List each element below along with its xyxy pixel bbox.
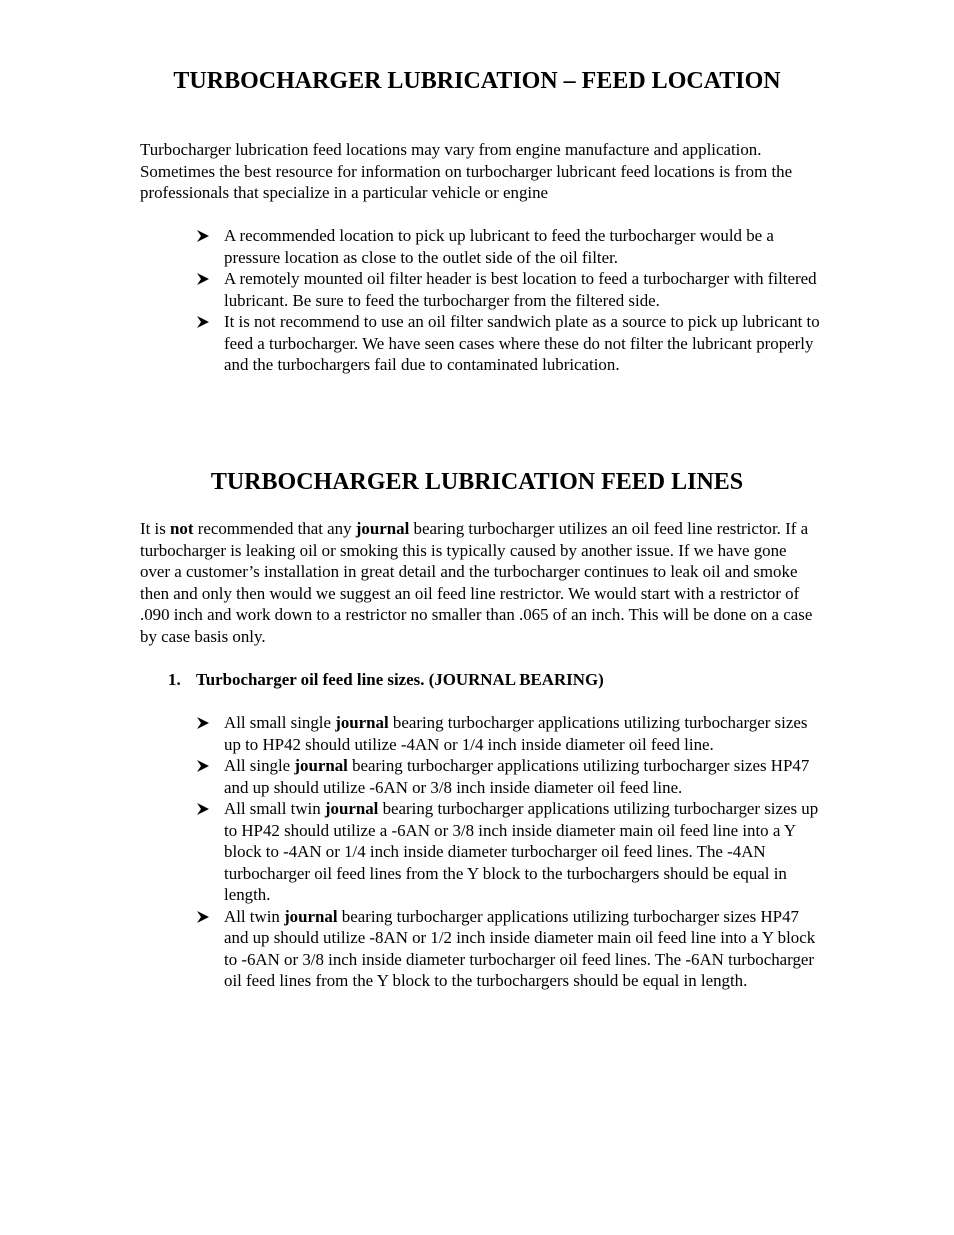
- bullet-text: bearing turbocharger applications utilizing turbocharger sizes up to HP42 should utilize -4AN or 1/4 inch inside diameter oil feed line.: [224, 713, 808, 754]
- bullet-text: All twin: [224, 906, 285, 926]
- arrowhead-bullet-icon: [196, 272, 210, 286]
- section-title-feed-lines: TURBOCHARGER LUBRICATION FEED LINES: [210, 469, 744, 495]
- paragraph-text: bearing turbocharger utilizes an oil feed line restrictor. If a turbocharger is leaking oil or smoking this is typically caused by another issue. If we have gone over a customer’s installation in great detail and the turbocharger continues to leak oil and smoke then and only then would we suggest an oil feed line restrictor. We would start with a restrictor of .090 inch and work down to a restrictor no smaller than .065 of an inch. This will be done on a case by case basis only.: [140, 519, 813, 646]
- bullet-text: bearing turbocharger applications utilizing turbocharger sizes HP47 and up should utilize -6AN or 3/8 inch inside diameter oil feed line.: [224, 756, 810, 797]
- list-item: [196, 712, 826, 755]
- arrowhead-bullet-icon: [196, 716, 210, 730]
- bullet-text: bearing turbocharger applications utilizing turbocharger sizes up to HP42 should utilize a -6AN or 3/8 inch inside diameter main oil feed line into a Y block to -4AN or 1/4 inch inside diameter turbocharger oil feed lines. The -4AN turbocharger oil feed lines from the Y block to the turbochargers should be equal in length.: [224, 799, 819, 904]
- bullet-text: A recommended location to pick up lubricant to feed the turbocharger would be a pressure location as close to the outlet side of the oil filter.: [224, 226, 774, 267]
- feed-location-bullet-list: [196, 225, 826, 376]
- bullet-text: All single: [224, 756, 295, 775]
- item-heading: Turbocharger oil feed line sizes. (JOURNAL BEARING): [196, 670, 604, 689]
- arrowhead-bullet-icon: [196, 315, 210, 329]
- bullet-text: All small twin: [224, 799, 325, 818]
- bullet-text: All small single: [224, 713, 336, 732]
- list-item: [196, 798, 826, 906]
- feed-location-intro: Turbocharger lubrication feed locations may vary from engine manufacture and application. Sometimes the best resource for information on turbocharger lubricant feed locations is from the professionals that specialize in a particular vehicle or engine: [140, 140, 793, 202]
- bullet-text: A remotely mounted oil filter header is best location to feed a turbocharger with filtered lubricant. Be sure to feed the turbocharger from the filtered side.: [224, 269, 817, 310]
- emphasis-journal: journal: [355, 519, 410, 538]
- emphasis-not: not: [170, 519, 194, 538]
- arrowhead-bullet-icon: [196, 910, 210, 924]
- bullet-text: bearing turbocharger applications utilizing turbocharger sizes HP47 and up should utilize -8AN or 1/2 inch inside diameter main oil feed line into a Y block to -6AN or 3/8 inch inside diameter turbocharger oil feed lines. The -6AN turbocharger oil feed lines from the Y block to the turbochargers should be equal in length.: [224, 906, 816, 990]
- paragraph-text: recommended that any: [193, 519, 356, 538]
- section-title-feed-location: TURBOCHARGER LUBRICATION – FEED LOCATION: [173, 68, 781, 94]
- list-item: [196, 225, 826, 268]
- emphasis-journal: journal: [294, 756, 348, 775]
- numbered-item-oil-feed-sizes: [168, 669, 604, 691]
- emphasis-journal: journal: [284, 906, 338, 926]
- list-item: [196, 906, 826, 992]
- list-item: [196, 311, 826, 376]
- list-item: [196, 268, 826, 311]
- emphasis-journal: journal: [335, 713, 389, 732]
- paragraph-text: It is: [140, 519, 171, 538]
- arrowhead-bullet-icon: [196, 759, 210, 773]
- arrowhead-bullet-icon: [196, 229, 210, 243]
- emphasis-journal: journal: [324, 799, 379, 818]
- bullet-text: It is not recommend to use an oil filter sandwich plate as a source to pick up lubricant to feed a turbocharger. We have seen cases where these do not filter the lubricant properly and the turbochargers fail due to contaminated lubrication.: [224, 312, 820, 374]
- list-item: [196, 755, 826, 798]
- arrowhead-bullet-icon: [196, 802, 210, 816]
- item-number: 1.: [168, 670, 181, 689]
- feed-lines-paragraph: [140, 518, 820, 647]
- feed-line-size-bullet-list: [196, 712, 826, 992]
